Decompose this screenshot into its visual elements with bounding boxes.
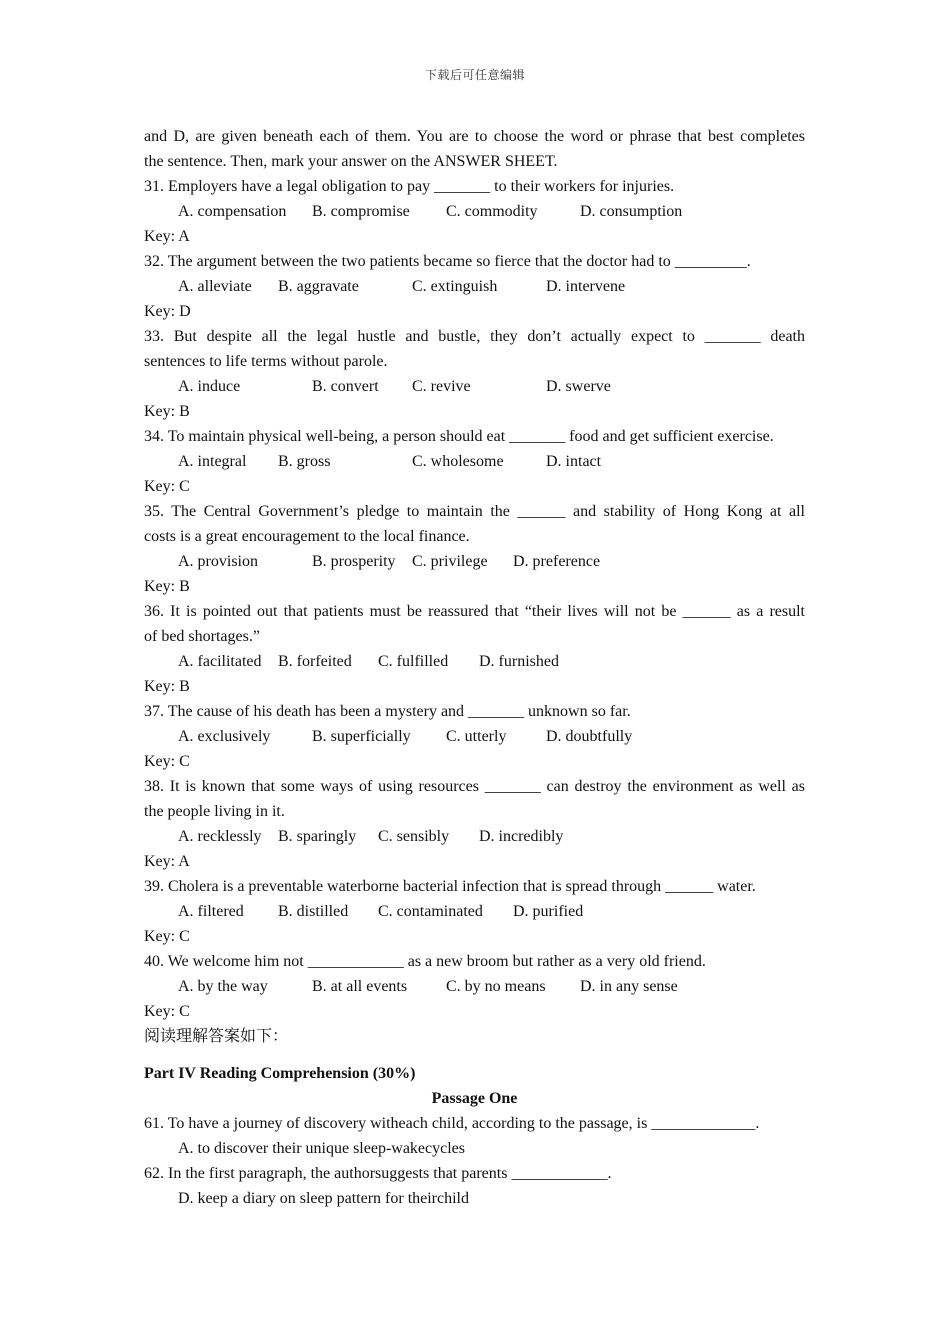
option: A. induce	[178, 378, 241, 395]
question-text: 34. To maintain physical well-being, a person should eat _______ food and get sufficient exercise.	[144, 428, 774, 445]
option: A. provision	[178, 553, 258, 570]
answer-key: Key: B	[144, 678, 190, 695]
question-text: 33. But despite all the legal hustle and bustle, they don’t actually expect to _______ death	[144, 328, 805, 345]
question-text: 40. We welcome him not ____________ as a new broom but rather as a very old friend.	[144, 953, 706, 970]
option: C. revive	[412, 378, 471, 395]
option: C. wholesome	[412, 453, 504, 470]
option: B. sparingly	[278, 828, 357, 845]
option: B. forfeited	[278, 653, 352, 670]
options-row	[144, 274, 805, 299]
option: A. compensation	[178, 203, 287, 220]
question-text: 38. It is known that some ways of using resources _______ can destroy the environment as well as	[144, 778, 805, 795]
option: A. integral	[178, 453, 247, 470]
question-text: 37. The cause of his death has been a mystery and _______ unknown so far.	[144, 703, 631, 720]
intro-line: the sentence. Then, mark your answer on the ANSWER SHEET.	[144, 153, 558, 170]
option: D. swerve	[546, 378, 611, 395]
answer-key: Key: A	[144, 853, 190, 870]
option: C. contaminated	[378, 903, 483, 920]
option: C. fulfilled	[378, 653, 449, 670]
question-text: sentences to life terms without parole.	[144, 353, 388, 370]
question-text: 31. Employers have a legal obligation to pay _______ to their workers for injuries.	[144, 178, 675, 195]
reading-answers-intro: 阅读理解答案如下：	[144, 1028, 289, 1045]
options-row	[144, 899, 805, 924]
answer-key: Key: C	[144, 928, 190, 945]
option: D. intervene	[546, 278, 626, 295]
option: B. at all events	[312, 978, 408, 995]
part4-title: Part IV Reading Comprehension (30%)	[144, 1065, 416, 1082]
passage-title: Passage One	[431, 1090, 518, 1107]
answer-key: Key: C	[144, 1003, 190, 1020]
answer-key: Key: A	[144, 228, 190, 245]
question-text: 61. To have a journey of discovery witheach child, according to the passage, is _____________.	[144, 1115, 760, 1132]
question-text: of bed shortages.”	[144, 628, 260, 645]
options-row	[144, 974, 805, 999]
question-text: costs is a great encouragement to the local finance.	[144, 528, 470, 545]
option: C. privilege	[412, 553, 488, 570]
options-row	[144, 724, 805, 749]
option: C. commodity	[446, 203, 538, 220]
answer-row	[144, 1136, 805, 1161]
options-row	[144, 374, 805, 399]
option: D. furnished	[479, 653, 559, 670]
option: A. exclusively	[178, 728, 271, 745]
document-body	[144, 124, 805, 1211]
option: D. purified	[513, 903, 584, 920]
option: B. convert	[312, 378, 379, 395]
answer-key: Key: C	[144, 753, 190, 770]
question-text: 35. The Central Government’s pledge to maintain the ______ and stability of Hong Kong at all	[144, 503, 805, 520]
answer-option: D. keep a diary on sleep pattern for theirchild	[178, 1190, 469, 1207]
option: B. prosperity	[312, 553, 396, 570]
option: C. utterly	[446, 728, 507, 745]
option: A. recklessly	[178, 828, 262, 845]
option: A. facilitated	[178, 653, 262, 670]
option: B. aggravate	[278, 278, 359, 295]
option: A. by the way	[178, 978, 268, 995]
intro-line: and D, are given beneath each of them. You are to choose the word or phrase that best completes	[144, 128, 805, 145]
page-header: 下载后可任意编辑	[424, 68, 525, 82]
option: D. in any sense	[580, 978, 678, 995]
answer-key: Key: D	[144, 303, 191, 320]
options-row	[144, 649, 805, 674]
option: A. alleviate	[178, 278, 252, 295]
option: D. intact	[546, 453, 602, 470]
answer-row	[144, 1186, 805, 1211]
options-row	[144, 824, 805, 849]
question-text: 39. Cholera is a preventable waterborne bacterial infection that is spread through ______ water.	[144, 878, 756, 895]
option: C. by no means	[446, 978, 546, 995]
answer-key: Key: B	[144, 403, 190, 420]
options-row	[144, 449, 805, 474]
answer-key: Key: C	[144, 478, 190, 495]
option: A. filtered	[178, 903, 244, 920]
question-text: the people living in it.	[144, 803, 285, 820]
answer-key: Key: B	[144, 578, 190, 595]
option: C. extinguish	[412, 278, 498, 295]
option: B. distilled	[278, 903, 349, 920]
answer-option: A. to discover their unique sleep-wakecycles	[178, 1140, 466, 1157]
question-text: 36. It is pointed out that patients must be reassured that “their lives will not be ______ as a result	[144, 603, 805, 620]
options-row	[144, 549, 805, 574]
option: D. doubtfully	[546, 728, 633, 745]
option: D. incredibly	[479, 828, 564, 845]
option: B. gross	[278, 453, 331, 470]
option: B. superficially	[312, 728, 411, 745]
option: C. sensibly	[378, 828, 450, 845]
question-text: 62. In the first paragraph, the authorsuggests that parents ____________.	[144, 1165, 612, 1182]
option: B. compromise	[312, 203, 410, 220]
question-text: 32. The argument between the two patients became so fierce that the doctor had to _________.	[144, 253, 751, 270]
options-row	[144, 199, 805, 224]
option: D. preference	[513, 553, 601, 570]
option: D. consumption	[580, 203, 683, 220]
